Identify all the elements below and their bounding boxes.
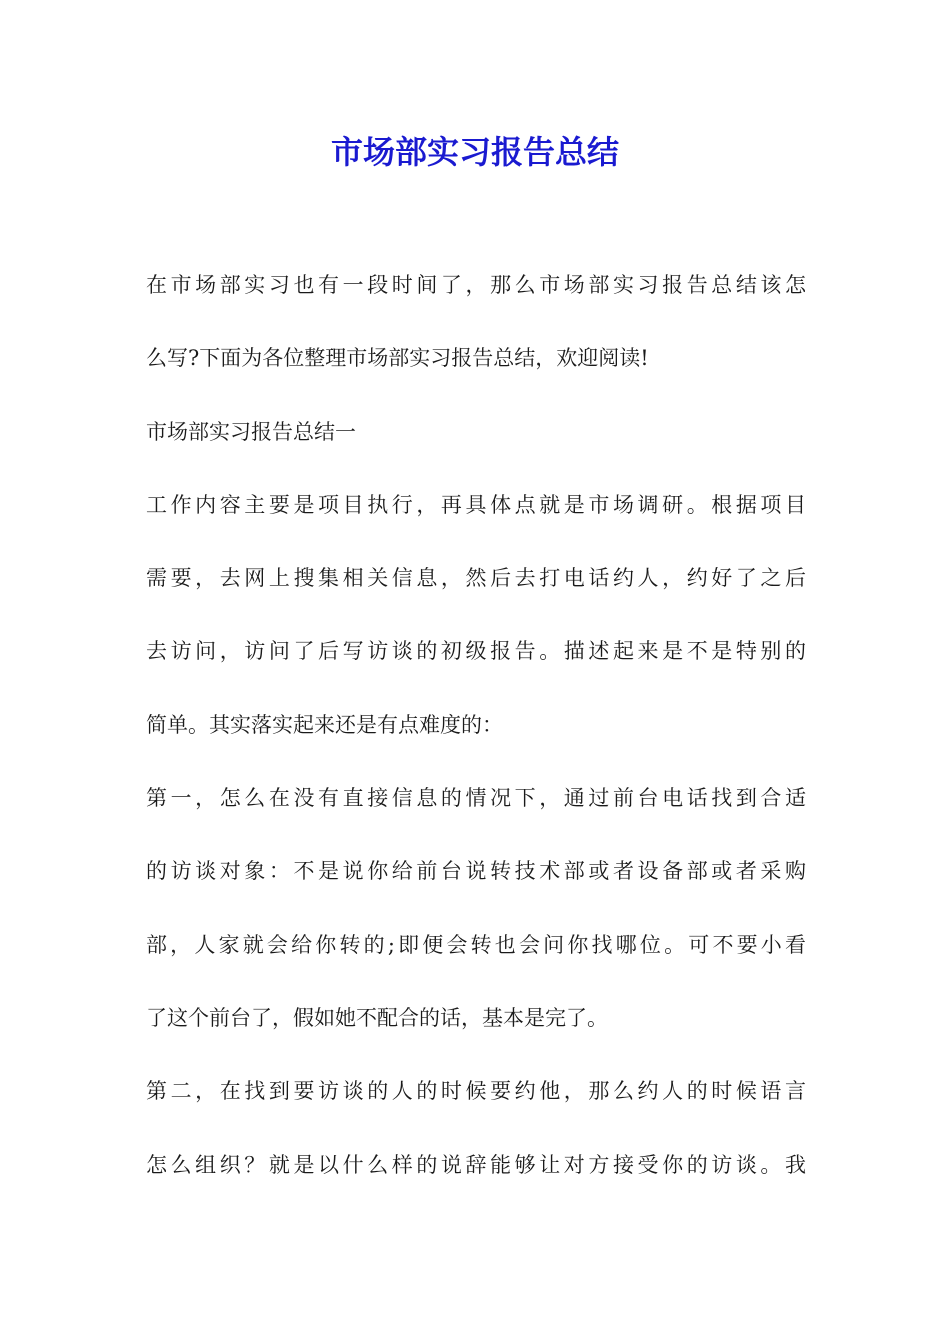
text-line: 去访问，访问了后写访谈的初级报告。描述起来是不是特别的 [146,639,806,664]
text-line: 在市场部实习也有一段时间了，那么市场部实习报告总结该怎 [146,273,806,297]
text-line: 了这个前台了，假如她不配合的话，基本是完了。 [146,1005,608,1030]
text-line: 部，人家就会给你转的;即便会转也会问你找哪位。可不要小看 [146,932,806,957]
text-line: 的访谈对象：不是说你给前台说转技术部或者设备部或者采购 [146,859,806,884]
text-line: 市场部实习报告总结一 [146,419,356,444]
document-body [146,262,806,1215]
text-line: 工作内容主要是项目执行，再具体点就是市场调研。根据项目 [146,492,806,517]
text-line: 需要，去网上搜集相关信息，然后去打电话约人，约好了之后 [146,566,806,591]
text-line: 第二，在找到要访谈的人的时候要约他，那么约人的时候语言 [146,1079,806,1104]
text-line: 第一，怎么在没有直接信息的情况下，通过前台电话找到合适 [146,786,806,811]
text-line: 简单。其实落实起来还是有点难度的： [146,712,503,737]
text-line: 么写?下面为各位整理市场部实习报告总结，欢迎阅读! [146,346,649,371]
text-line: 怎么组织？就是以什么样的说辞能够让对方接受你的访谈。我 [146,1152,806,1177]
document-title: 市场部实习报告总结 [330,133,619,171]
